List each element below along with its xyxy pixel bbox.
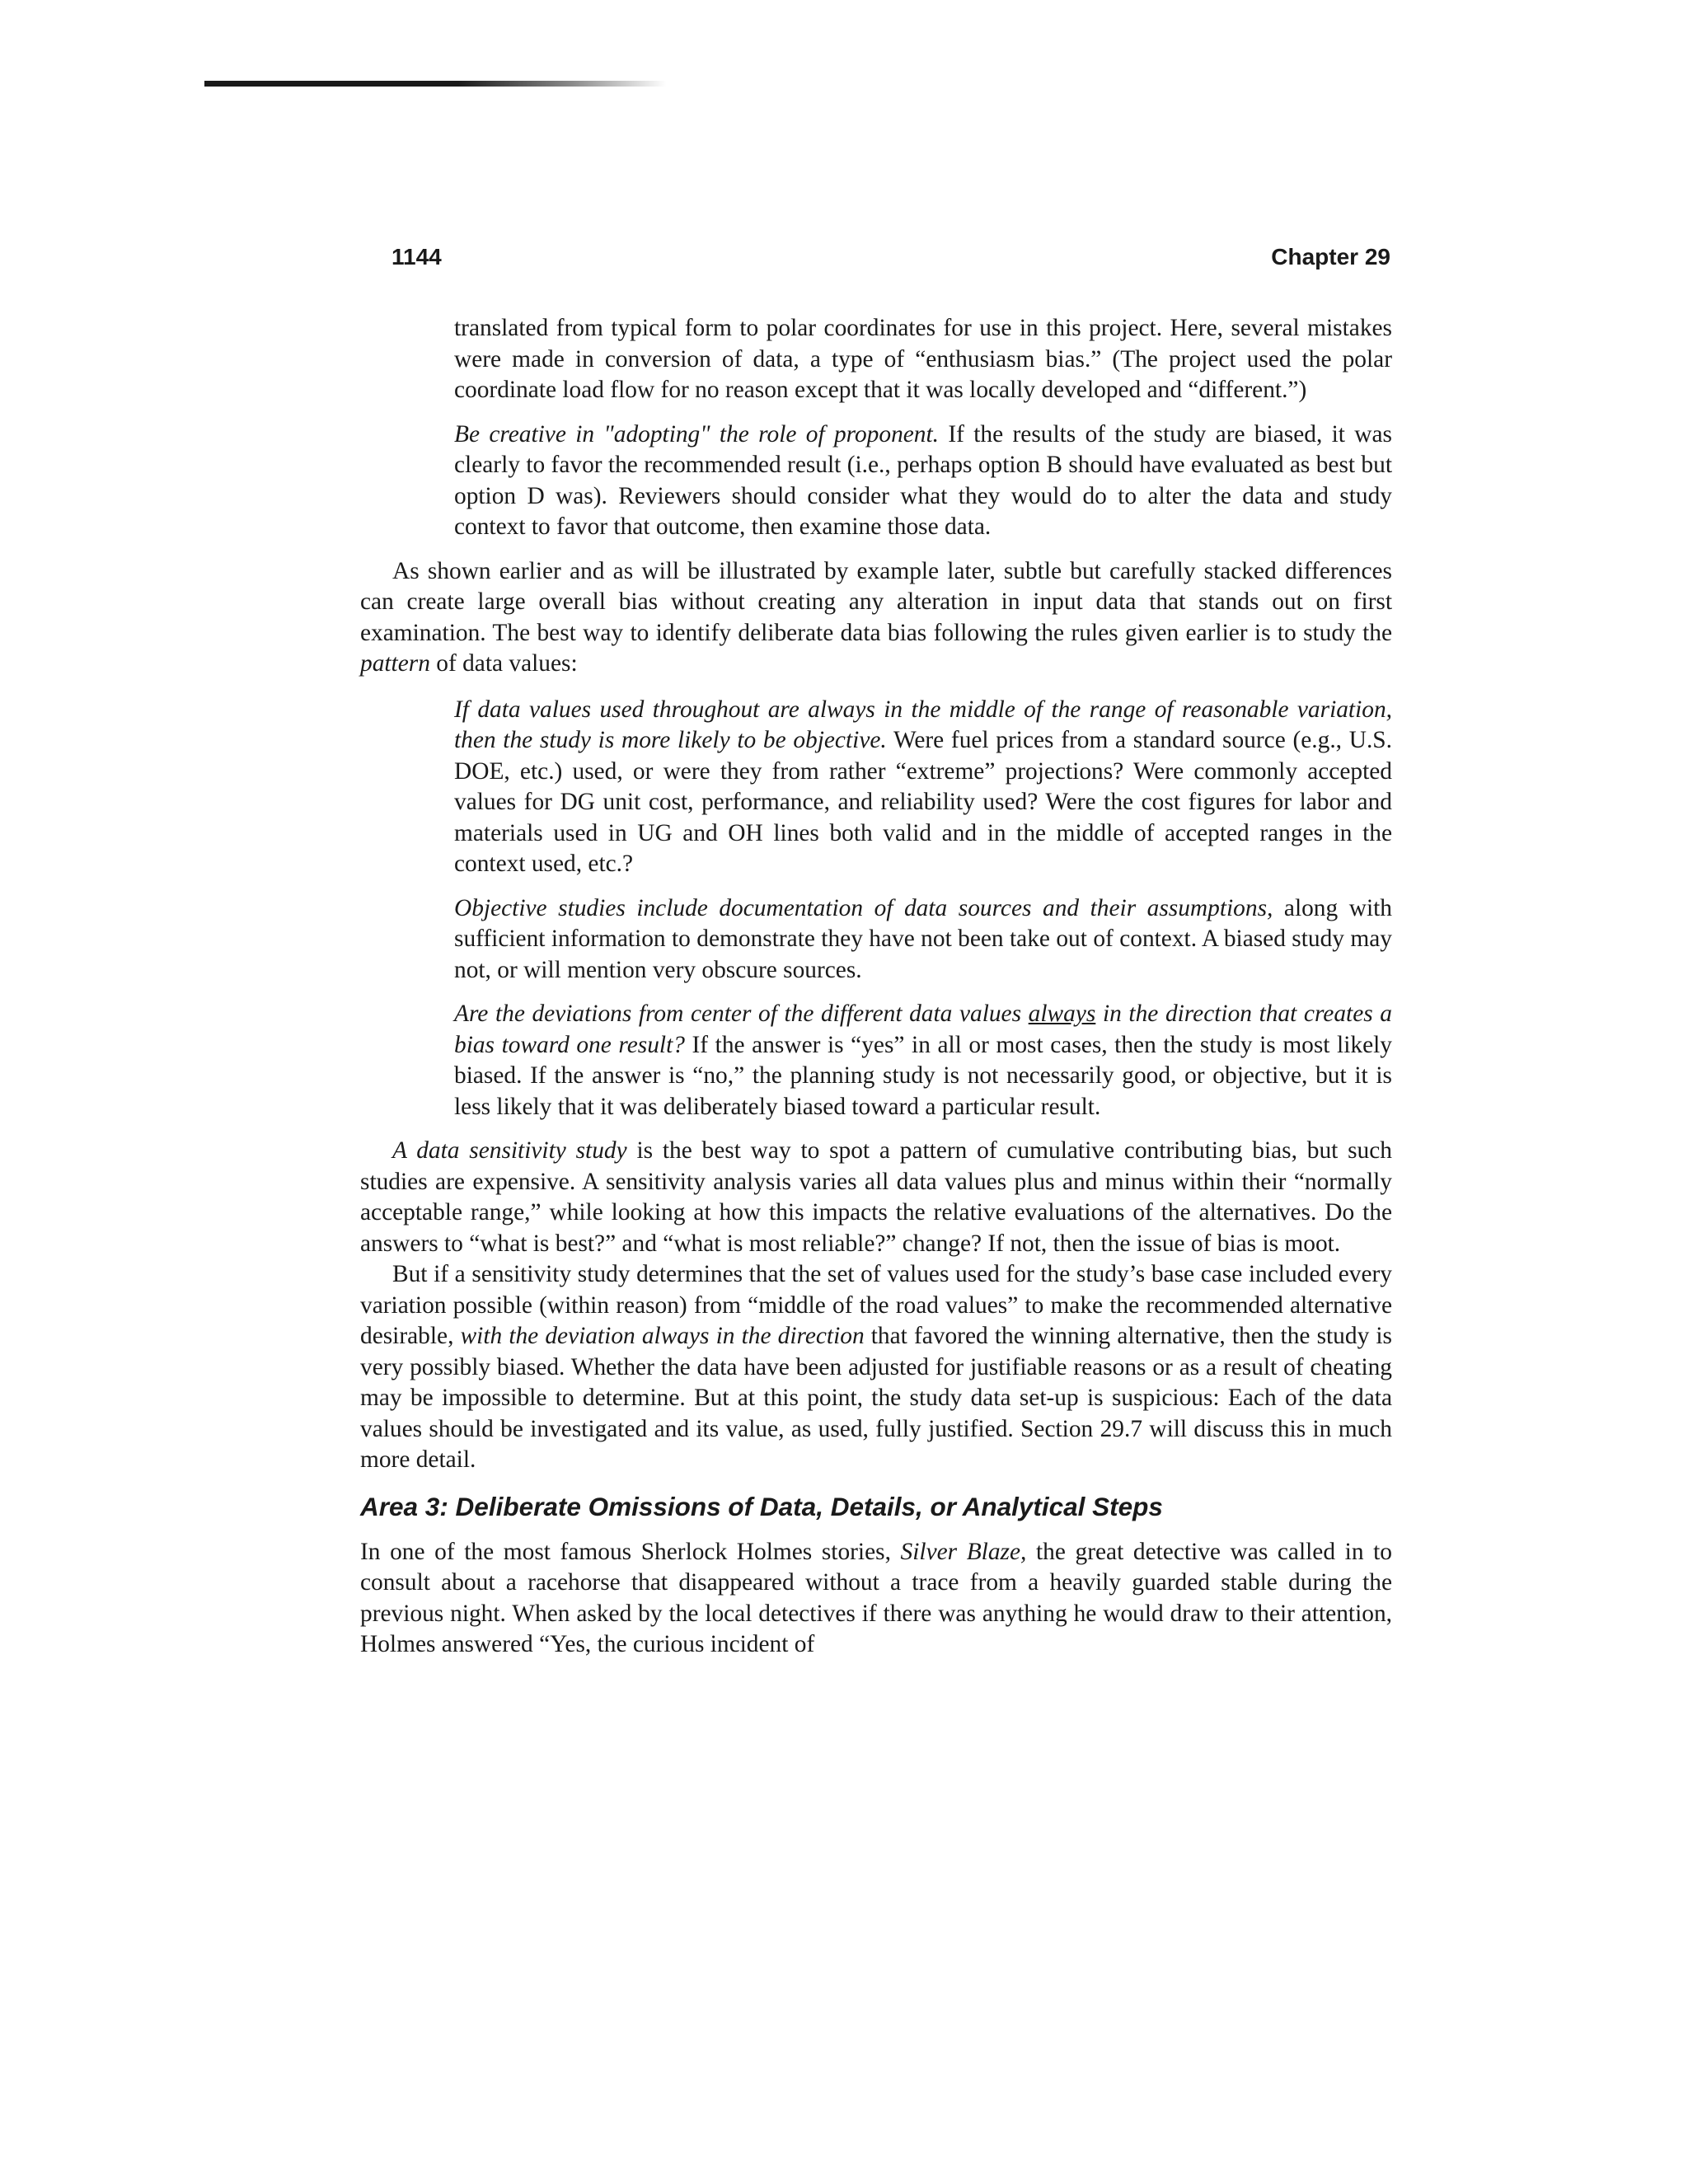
paragraph-text: But if a sensitivity study determines that the set of values used for the study’s base case included every variation possible (within reason) from “middle of the road values” to make the recommended alternative desirable, xyxy=(360,1261,1392,1349)
paragraph-conversion-bias xyxy=(407,313,1392,406)
paragraph-text: is the best way to spot a pattern of cumulative contributing bias, but such studies are expensive. A sensitivity analysis varies all data values plus and minus within their “normally acceptable range,” while looking at how this impacts the relative evaluations of the alternatives. Do the answers to “what is best?” and “what is most reliable?” change? If not, then the issue of bias is moot. xyxy=(360,1137,1392,1257)
paragraph-text: the great detective was called in to consult about a racehorse that disappeared without a trace from a heavily guarded stable during the previous night. When asked by the local detectives if there was anything he would draw to their attention, Holmes answered “Yes, the curious incident of xyxy=(360,1538,1393,1657)
underlined-word: always xyxy=(1028,1001,1096,1027)
paragraph-deviations xyxy=(407,999,1392,1122)
italic-lead: A data sensitivity study xyxy=(392,1137,627,1164)
paragraph-silver-blaze xyxy=(360,1537,1392,1661)
indented-list-2 xyxy=(407,695,1392,1123)
paragraph-base-case xyxy=(360,1259,1392,1476)
paragraph-sensitivity-study xyxy=(360,1136,1392,1259)
italic-lead: Be creative in "adopting" the role of proponent. xyxy=(454,420,940,448)
page-number: 1144 xyxy=(392,244,442,269)
italic-word: pattern xyxy=(360,650,430,677)
indented-list-1 xyxy=(407,313,1392,543)
italic-lead-continued: in the direction that creates a bias toward one result? xyxy=(454,1001,1392,1058)
running-head xyxy=(392,244,1390,277)
top-rule xyxy=(204,81,666,87)
paragraph-text: In one of the most famous Sherlock Holmes stories, xyxy=(360,1538,901,1565)
paragraph-text: translated from typical form to polar coordinates for use in this project. Here, several mistakes were made in conversion of data, a type of “enthusiasm bias.” (The project used the polar coordinate load flow for no reason except that it was locally developed and “different.”) xyxy=(454,315,1392,403)
paragraph-text: Were fuel prices from a standard source (e.g., U.S. DOE, etc.) used, or were they from rather “extreme” projections? Were commonly accepted values for DG unit cost, performance, and reliability used? Were the cost figures for labor and materials used in UG and OH lines both valid and in the middle of accepted ranges in the context used, etc.? xyxy=(454,727,1392,877)
paragraph-text: As shown earlier and as will be illustrated by example later, subtle but carefully stacked differences can create large overall bias without creating any alteration in input data that stands out on first examination. The best way to identify deliberate data bias following the rules given earlier is to study the xyxy=(360,557,1392,646)
paragraph-text: of data values: xyxy=(429,650,578,677)
italic-title: Silver Blaze, xyxy=(900,1538,1027,1565)
italic-phrase: with the deviation always in the direction xyxy=(460,1323,865,1349)
italic-lead: If data values used throughout are always in the middle of the range of reasonable variation, then the study is more likely to be objective. xyxy=(454,696,1392,753)
paragraph-text: along with sufficient information to demonstrate they have not been take out of context. A biased study may not, or will mention very obscure sources. xyxy=(454,894,1392,983)
paragraph-stacked-differences xyxy=(360,556,1392,680)
chapter-label: Chapter 29 xyxy=(1271,244,1390,269)
paragraph-middle-of-range xyxy=(407,695,1392,880)
paragraph-text: that favored the winning alternative, then the study is very possibly biased. Whether the data have been adjusted for justifiable reasons or as a result of cheating may be impossible to determine. But at this point, the study data set-up is suspicious: Each of the data values should be investigated and its value, as used, fully justified. Section 29.7 will discuss this in much more detail. xyxy=(360,1323,1392,1473)
paragraph-text: If the results of the study are biased, it was clearly to favor the recommended result (i.e., perhaps option B should have evaluated as best but option D was). Reviewers should consider what they would do to alter the data and study context to favor that outcome, then examine those data. xyxy=(454,420,1392,540)
paragraph-documentation xyxy=(407,893,1392,987)
section-heading: Area 3: Deliberate Omissions of Data, Details, or Analytical Steps xyxy=(360,1491,1163,1521)
paragraph-proponent-role xyxy=(407,419,1392,543)
page-body xyxy=(360,313,1393,1661)
italic-lead: Are the deviations from center of the different data values xyxy=(454,1001,1029,1027)
paragraph-text: If the answer is “yes” in all or most cases, then the study is most likely biased. If the answer is “no,” the planning study is not necessarily good, or objective, but it is less likely that it was deliberately biased toward a particular result. xyxy=(454,1031,1392,1120)
italic-lead: Objective studies include documentation of data sources and their assumptions, xyxy=(454,894,1273,921)
